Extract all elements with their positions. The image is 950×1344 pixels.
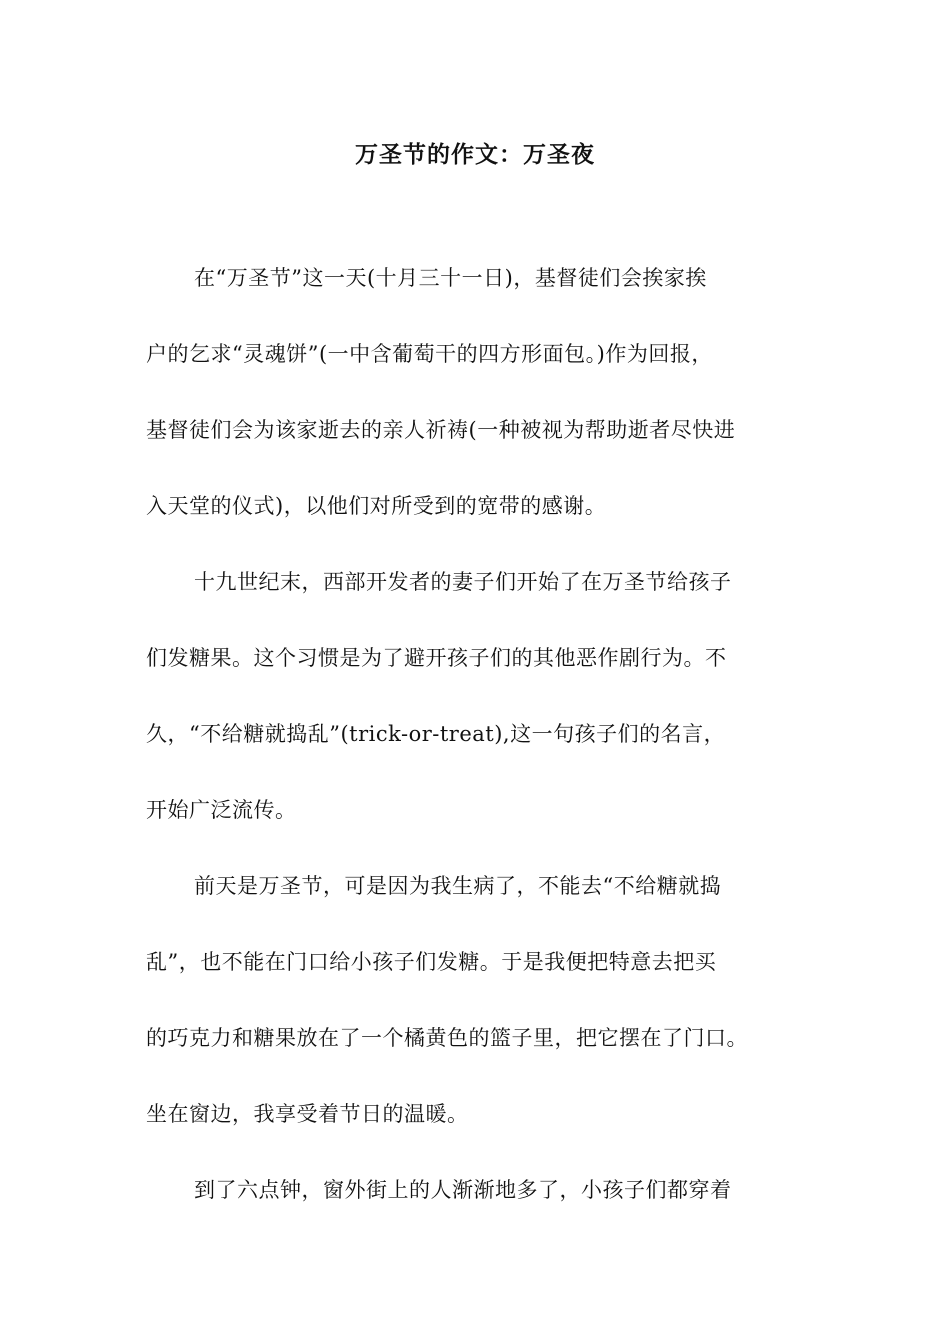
paragraph-2-line-3: 久，“不给糖就捣乱”(trick-or-treat),这一句孩子们的名言， — [146, 722, 726, 746]
paragraph-3-line-3: 的巧克力和糖果放在了一个橘黄色的篮子里，把它摆在了门口。 — [146, 1026, 748, 1050]
paragraph-3-line-2: 乱”，也不能在门口给小孩子们发糖。于是我便把特意去把买 — [146, 950, 717, 974]
paragraph-2-line-4: 开始广泛流传。 — [146, 798, 297, 822]
paragraph-1-line-4: 入天堂的仪式)，以他们对所受到的宽带的感谢。 — [146, 494, 607, 518]
paragraph-1-line-2: 户的乞求“灵魂饼”(一中含葡萄干的四方形面包。)作为回报， — [146, 342, 713, 366]
document-title: 万圣节的作文：万圣夜 — [355, 142, 595, 168]
paragraph-2-line-1: 十九世纪末，西部开发者的妻子们开始了在万圣节给孩子 — [194, 570, 732, 594]
paragraph-4-line-1: 到了六点钟，窗外街上的人渐渐地多了，小孩子们都穿着 — [194, 1178, 732, 1202]
paragraph-1-line-1: 在“万圣节”这一天(十月三十一日)，基督徒们会挨家挨 — [194, 266, 707, 290]
paragraph-2-line-2: 们发糖果。这个习惯是为了避开孩子们的其他恶作剧行为。不 — [146, 646, 727, 670]
paragraph-3-line-1: 前天是万圣节，可是因为我生病了，不能去“不给糖就捣 — [194, 874, 722, 898]
paragraph-3-line-4: 坐在窗边，我享受着节日的温暖。 — [146, 1102, 469, 1126]
paragraph-1-line-3: 基督徒们会为该家逝去的亲人祈祷(一种被视为帮助逝者尽快进 — [146, 418, 736, 442]
